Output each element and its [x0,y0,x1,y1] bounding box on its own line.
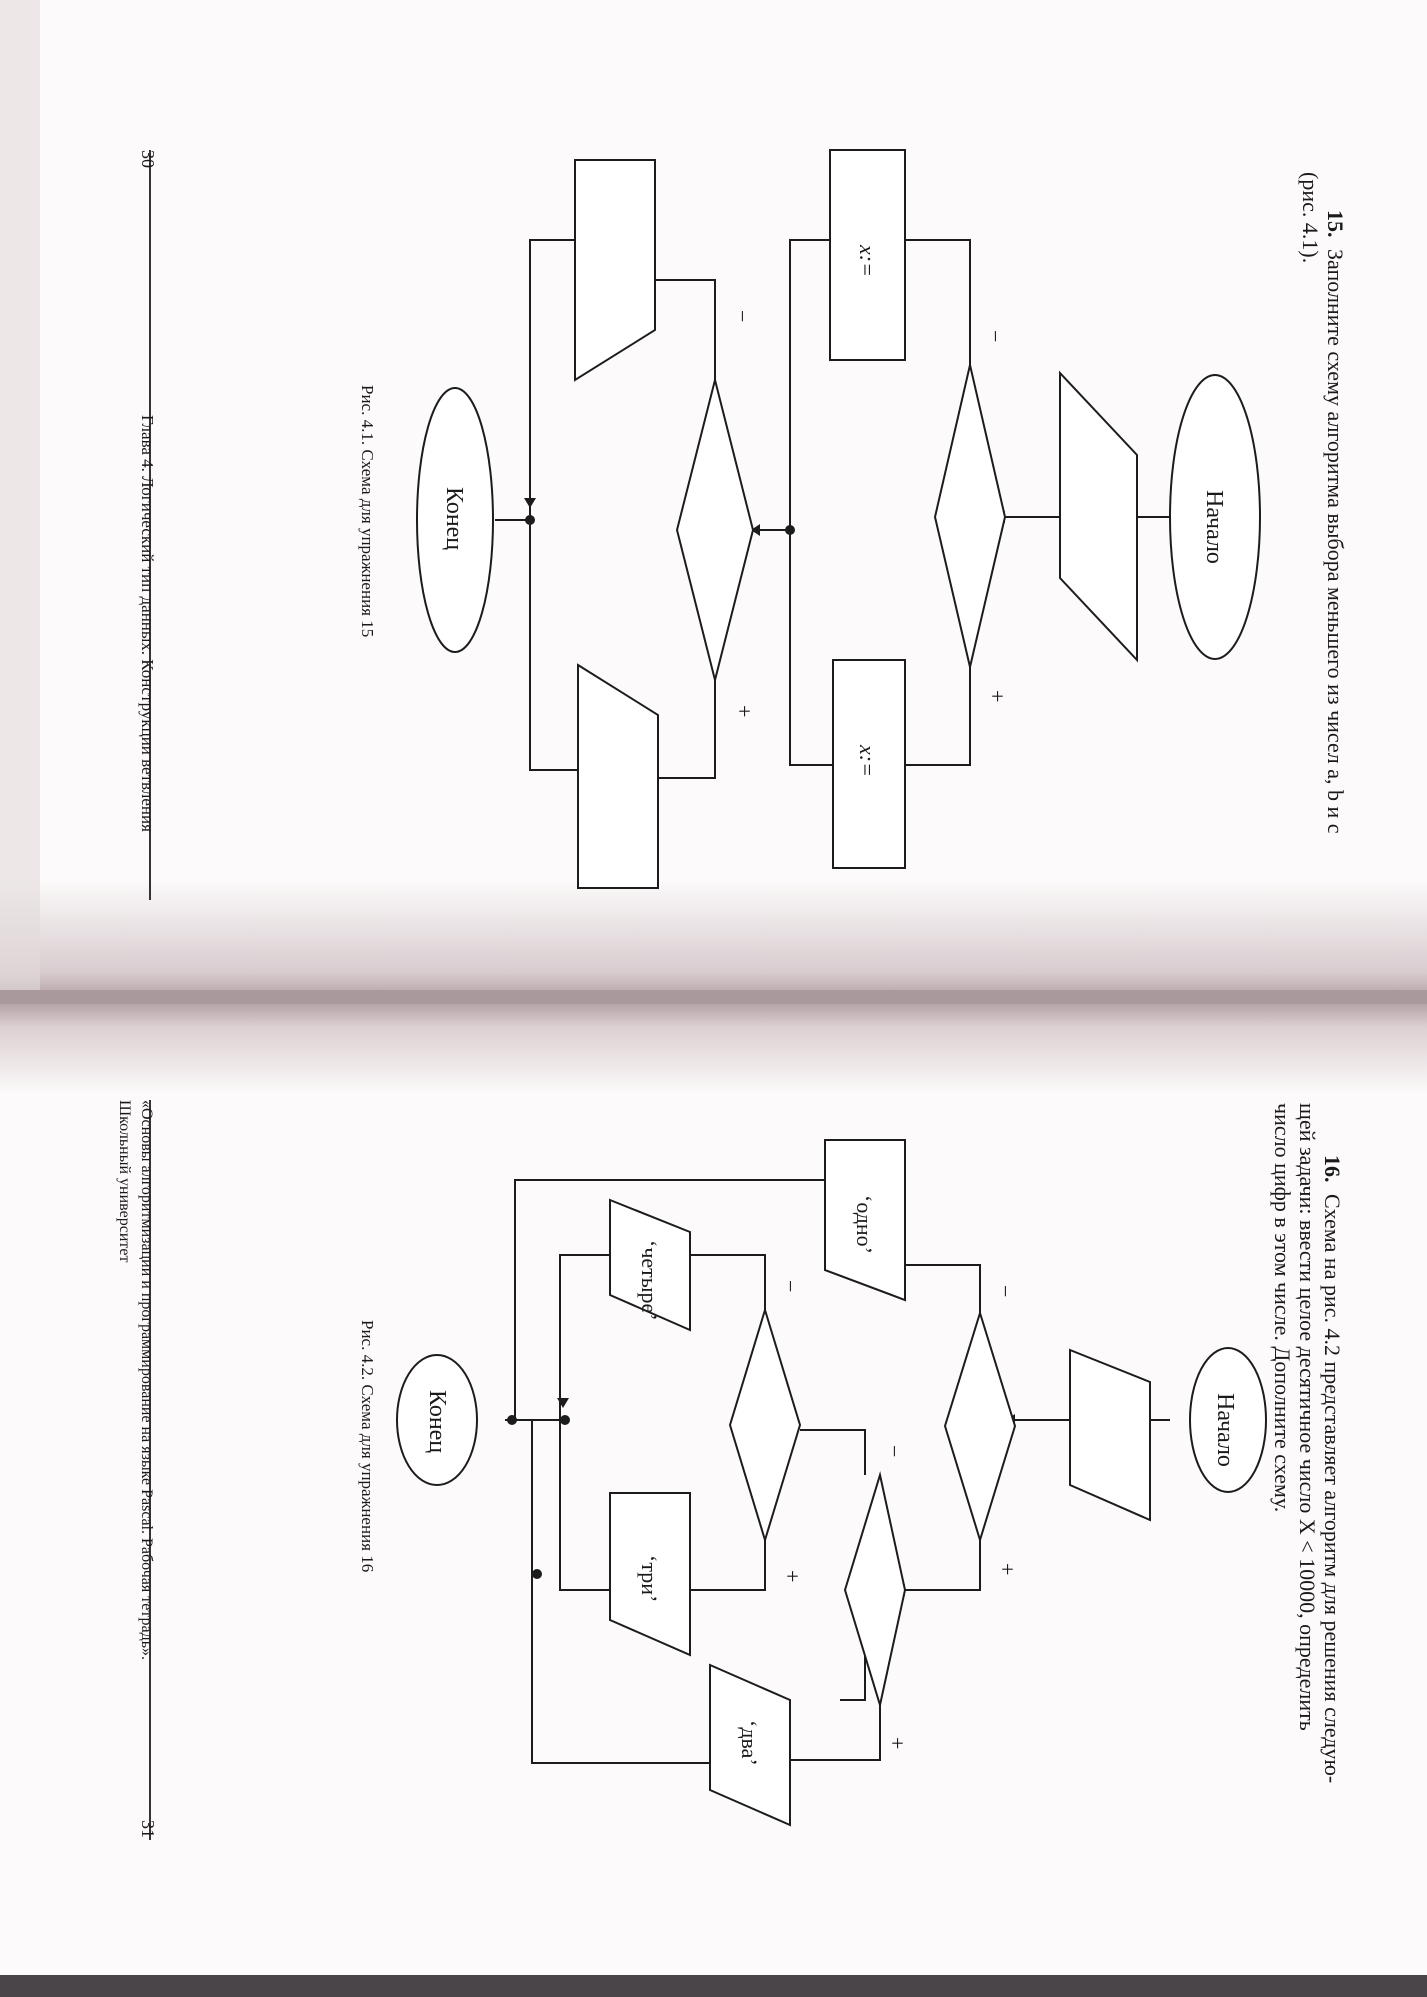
junction-b [507,1415,517,1425]
plus-sign-2: + [732,705,757,718]
start-label: Начало [1201,490,1227,564]
gutter-shadow-top [0,880,1427,995]
left-page [0,0,1427,995]
exercise-16-line2: щей задачи: ввести целое десятичное число X < 10000, определить [1295,1103,1320,1731]
assign-label-2: x:= [855,745,880,777]
minus-sign-b: − [882,1445,907,1458]
output-one-label: ‘одно’ [852,1195,877,1254]
exercise-16-text-1: Схема на рис. 4.2 представляет алгоритм для решения следую- [1320,1194,1345,1784]
junction-2 [525,515,535,525]
output-four-label: ‘четыре’ [637,1240,662,1321]
scanner-edge [0,1975,1427,1997]
junction-a [560,1415,570,1425]
exercise-15-text [1323,210,1348,834]
figure-4-1-caption: Рис. 4.1. Схема для упражнения 15 [358,385,377,638]
output-three-label: ‘три’ [637,1555,662,1603]
right-footer-publisher: Школьный университет [116,1100,133,1263]
plus-sign-c: + [780,1570,805,1583]
assign-label-1: x:= [855,245,880,277]
plus-sign-a: + [995,1563,1020,1576]
exercise-15-number: 15. [1323,210,1348,238]
end-label-2: Конец [424,1390,450,1454]
start-label-2: Начало [1212,1393,1238,1467]
minus-sign-c: − [778,1280,803,1293]
right-page-number: 31 [138,1820,158,1838]
right-footer-book: «Основы алгоритмизации и программирование на языке Pascal. Рабочая тетрадь». [138,1100,155,1661]
exercise-15-line2: (рис. 4.1). [1298,172,1323,264]
right-page-paper [0,1004,1427,1997]
output-two-label: ‘два’ [737,1720,762,1766]
right-page [0,1004,1427,1997]
left-footer-title: Глава 4. Логический тип данных. Конструкции ветвления [138,415,157,832]
exercise-15-line1: Заполните схему алгоритма выбора меньшего из чисел a, b и c [1323,249,1348,834]
plus-sign-d: + [885,1737,910,1750]
end-label: Конец [441,487,467,551]
gutter-shadow-bottom [0,1004,1427,1094]
plus-sign-1: + [985,690,1010,703]
figure-4-2-caption: Рис. 4.2. Схема для упражнения 16 [358,1320,377,1573]
left-page-number: 30 [138,150,158,168]
page-edge [0,0,40,995]
exercise-16-line1 [1320,1155,1345,1783]
junction-1 [785,525,795,535]
minus-sign-1: − [983,330,1008,343]
junction-c [532,1569,542,1579]
minus-sign-2: − [730,310,755,323]
exercise-16-number: 16. [1320,1155,1345,1183]
svg-text:15. Заполните схему ал [1323,210,1348,834]
exercise-16-line3: число цифр в этом числе. Дополните схему. [1270,1103,1295,1513]
exercise-15-text-line2 [1298,172,1323,263]
minus-sign-a: − [993,1285,1018,1298]
